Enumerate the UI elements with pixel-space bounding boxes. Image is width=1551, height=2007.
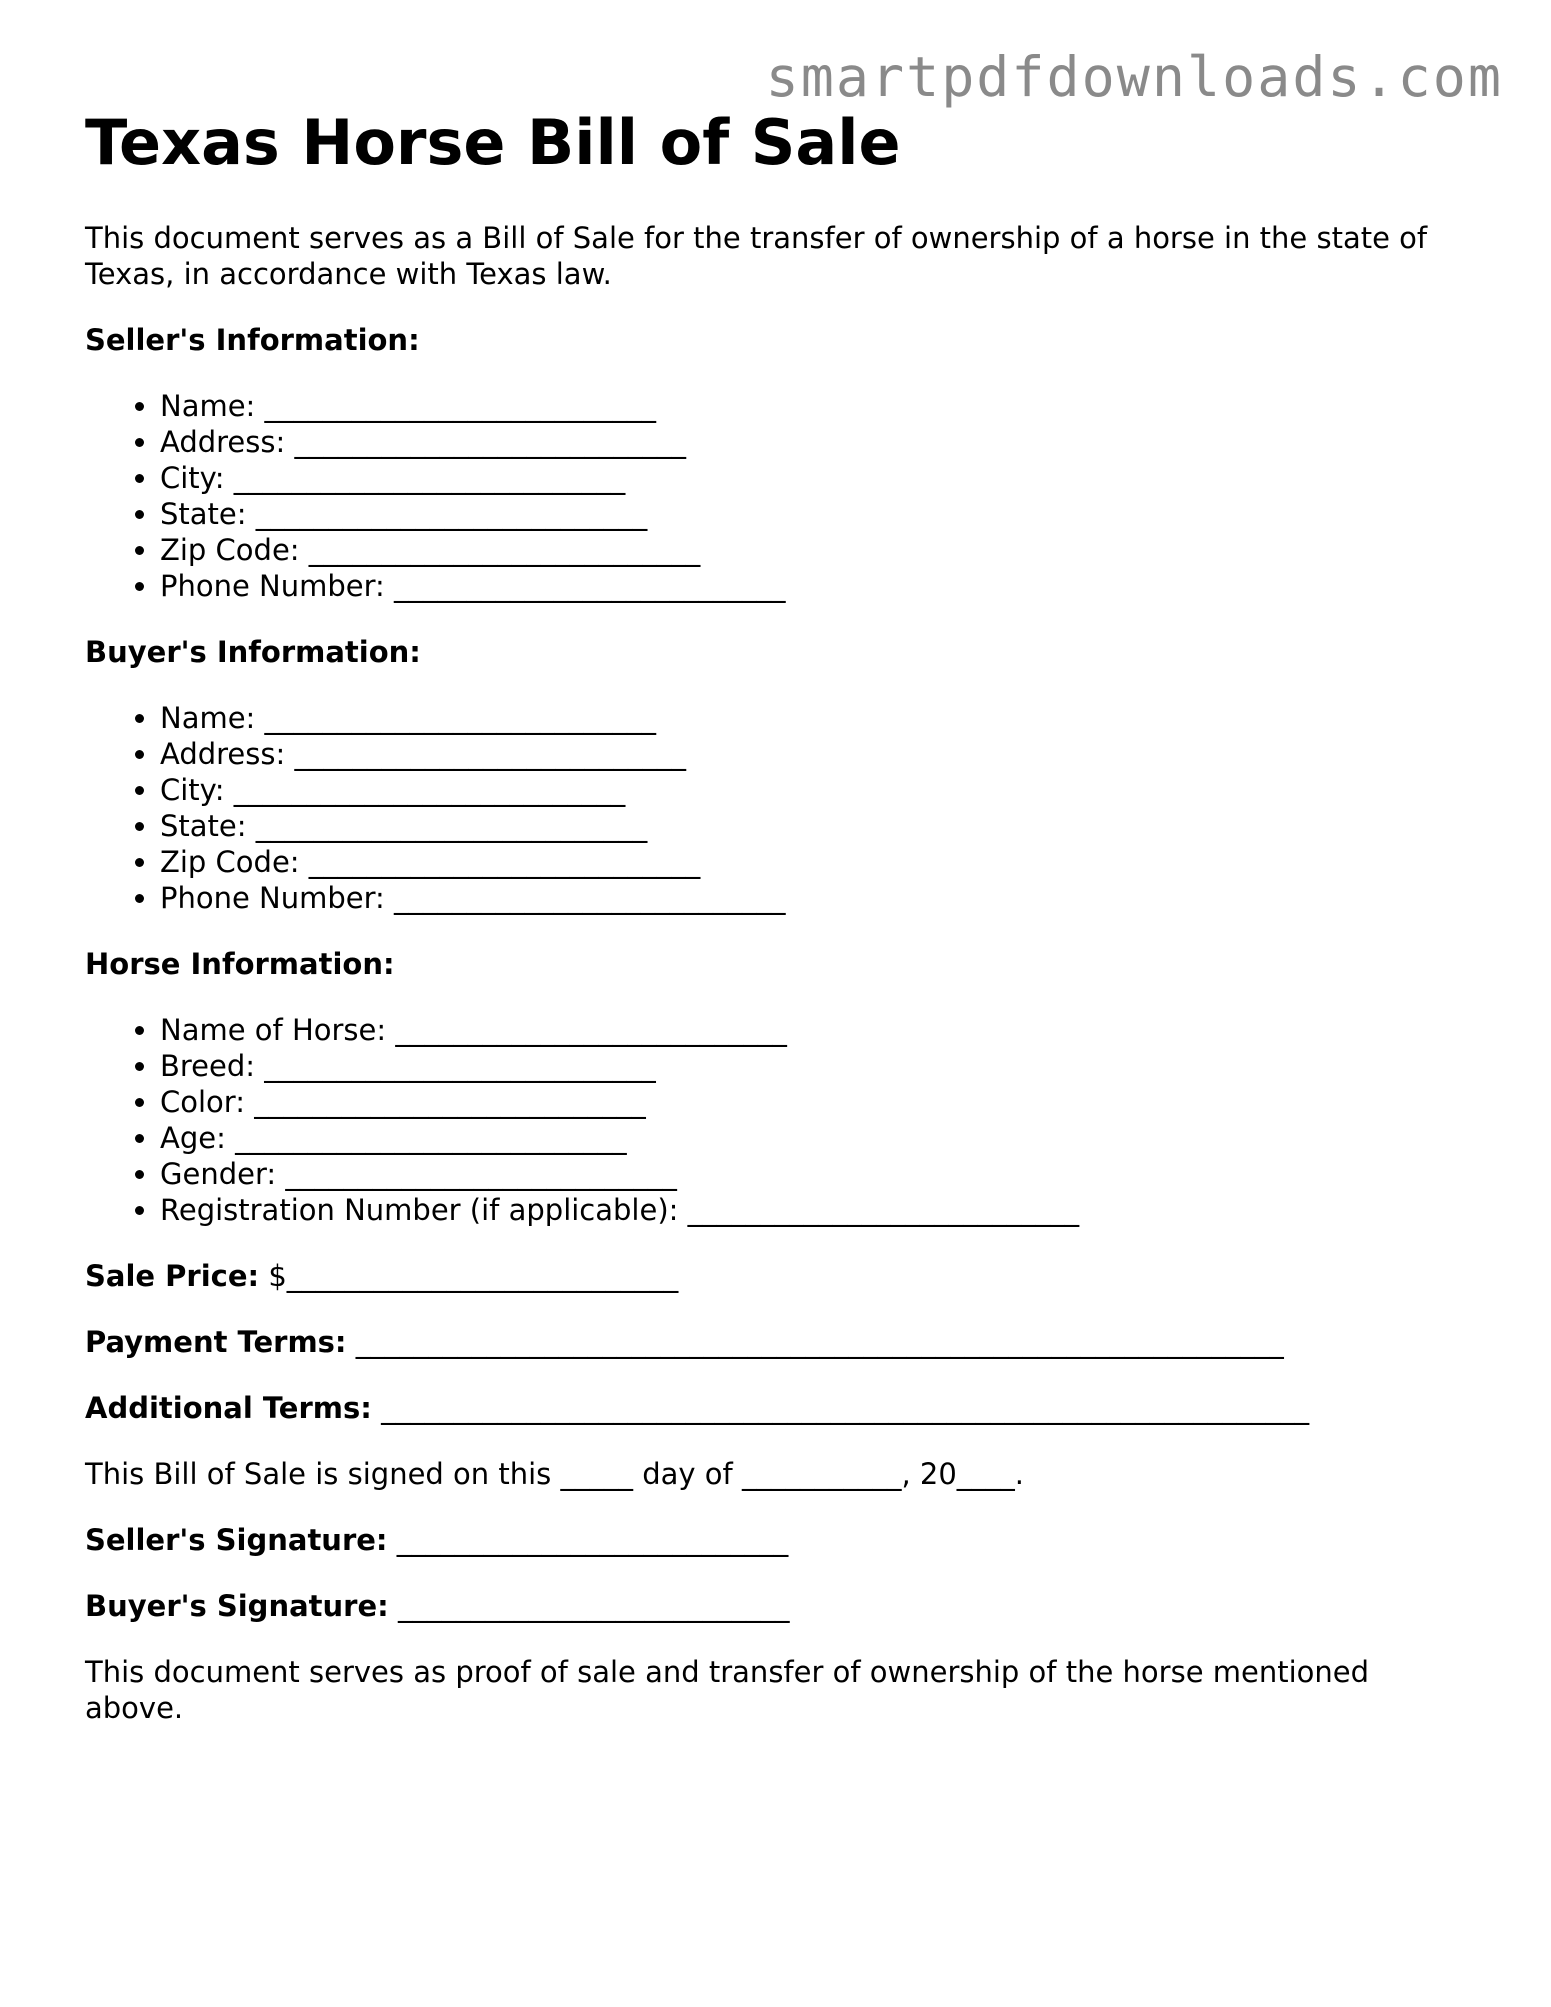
document-title: Texas Horse Bill of Sale <box>85 106 901 179</box>
buyer-info-heading: Buyer's Information: <box>85 635 421 669</box>
seller-zip-field[interactable]: • Zip Code: ___________________________ <box>160 532 1475 568</box>
payment-terms-field[interactable]: ________________________________________________________________ <box>346 1325 1284 1359</box>
buyer-city-field[interactable]: • City: ___________________________ <box>160 772 1475 808</box>
horse-color-field[interactable]: • Color: ___________________________ <box>160 1084 1475 1120</box>
horse-info-list <box>85 1012 1475 1228</box>
buyer-zip-field[interactable]: • Zip Code: ___________________________ <box>160 844 1475 880</box>
additional-terms-line <box>85 1390 1475 1426</box>
sale-price-line <box>85 1258 1475 1294</box>
closing-paragraph: This document serves as proof of sale and transfer of ownership of the horse mentioned above. <box>85 1655 1370 1725</box>
seller-signature-line <box>85 1522 1475 1558</box>
seller-city-field[interactable]: • City: ___________________________ <box>160 460 1475 496</box>
intro-paragraph: This document serves as a Bill of Sale for the transfer of ownership of a horse in the state of Texas, in accordance with Texas law. <box>85 221 1428 291</box>
seller-address-field[interactable]: • Address: ___________________________ <box>160 424 1475 460</box>
seller-signature-label: Seller's Signature: <box>85 1523 388 1557</box>
sale-price-field[interactable]: $___________________________ <box>259 1259 679 1293</box>
seller-info-list <box>85 388 1475 604</box>
seller-state-field[interactable]: • State: ___________________________ <box>160 496 1475 532</box>
seller-signature-field[interactable]: ___________________________ <box>387 1523 789 1557</box>
buyer-address-field[interactable]: • Address: ___________________________ <box>160 736 1475 772</box>
additional-terms-field[interactable]: ________________________________________________________________ <box>371 1391 1310 1425</box>
signed-date-line[interactable]: This Bill of Sale is signed on this _____ day of ___________, 20____. <box>85 1457 1025 1491</box>
payment-terms-label: Payment Terms: <box>85 1325 347 1359</box>
buyer-info-list <box>85 700 1475 916</box>
horse-info-heading: Horse Information: <box>85 947 395 981</box>
sale-price-label: Sale Price: <box>85 1259 260 1293</box>
buyer-name-field[interactable]: • Name: ___________________________ <box>160 700 1475 736</box>
watermark: smartpdfdownloads.com <box>765 45 1503 109</box>
seller-info-heading: Seller's Information: <box>85 323 420 357</box>
document-body <box>85 220 1475 1756</box>
buyer-state-field[interactable]: • State: ___________________________ <box>160 808 1475 844</box>
additional-terms-label: Additional Terms: <box>85 1391 372 1425</box>
horse-age-field[interactable]: • Age: ___________________________ <box>160 1120 1475 1156</box>
horse-breed-field[interactable]: • Breed: ___________________________ <box>160 1048 1475 1084</box>
buyer-signature-line <box>85 1588 1475 1624</box>
horse-gender-field[interactable]: • Gender: ___________________________ <box>160 1156 1475 1192</box>
seller-name-field[interactable]: • Name: ___________________________ <box>160 388 1475 424</box>
payment-terms-line <box>85 1324 1475 1360</box>
horse-name-field[interactable]: • Name of Horse: ___________________________ <box>160 1012 1475 1048</box>
horse-registration-field[interactable]: • Registration Number (if applicable): ___________________________ <box>160 1192 1475 1228</box>
buyer-signature-label: Buyer's Signature: <box>85 1589 389 1623</box>
buyer-signature-field[interactable]: ___________________________ <box>388 1589 790 1623</box>
buyer-phone-field[interactable]: • Phone Number: ___________________________ <box>160 880 1475 916</box>
seller-phone-field[interactable]: • Phone Number: ___________________________ <box>160 568 1475 604</box>
